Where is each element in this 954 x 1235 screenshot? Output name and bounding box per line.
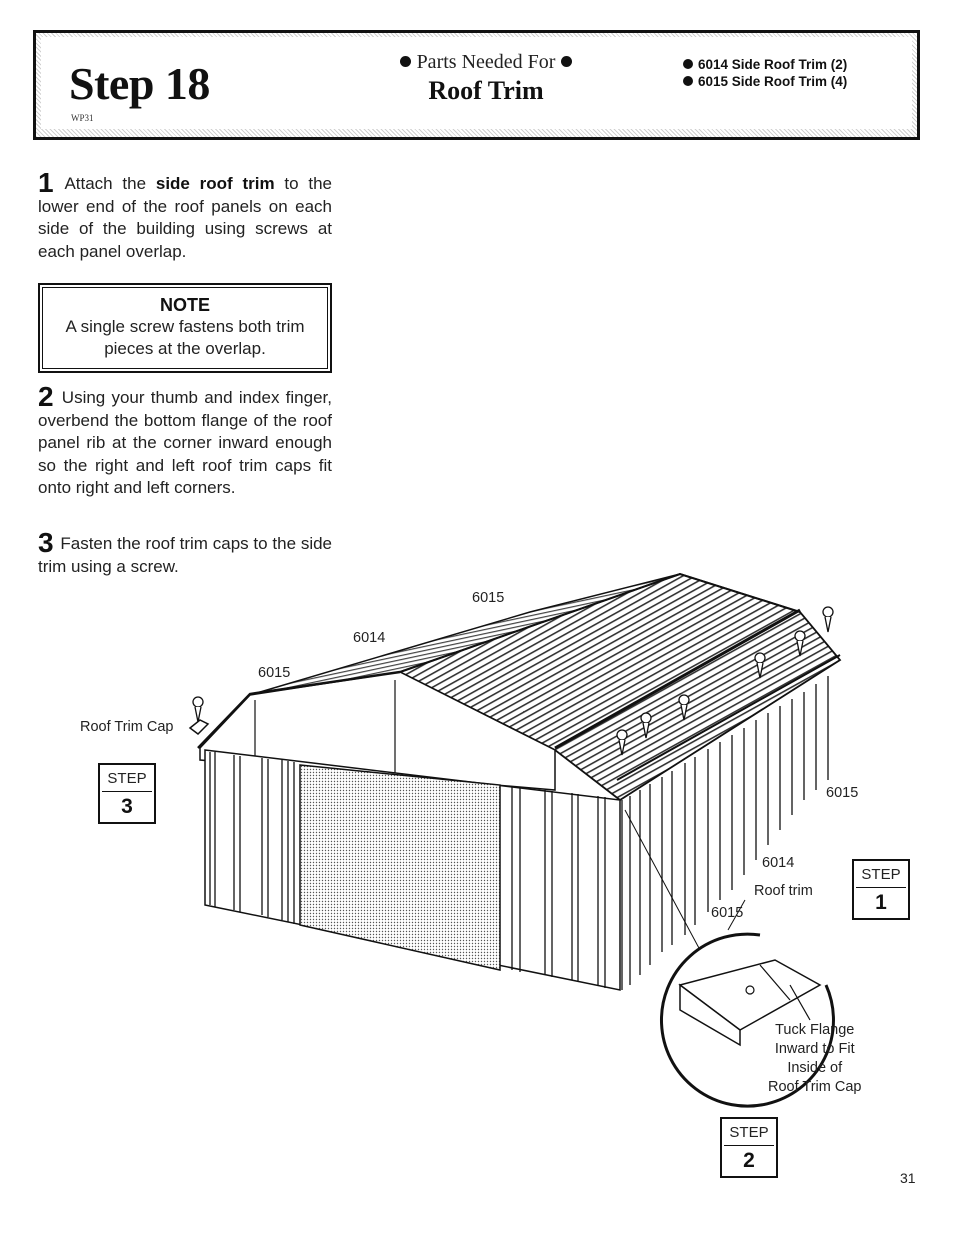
step-badge-1 xyxy=(852,859,910,920)
parts-needed-label: Parts Needed For xyxy=(416,51,556,73)
callout-6015-left: 6015 xyxy=(258,665,291,681)
step-badge-3 xyxy=(98,763,156,824)
callout-tuck-flange: Tuck Flange Inward to Fit Inside of Roof Trim Cap xyxy=(768,1022,862,1095)
step-badge-label: STEP xyxy=(856,863,906,888)
step-title: Step 18 xyxy=(69,58,210,109)
page-number: 31 xyxy=(900,1170,916,1186)
roof-trim-cap xyxy=(190,720,208,734)
instruction-1: 1 Attach the side roof trim to the lower end of the roof panels on each side of the building using screws at each panel overlap. xyxy=(38,167,332,261)
parts-title: Roof Trim xyxy=(428,76,544,105)
step-badge-label: STEP xyxy=(102,767,152,792)
note-title: NOTE xyxy=(159,295,210,315)
callout-6015-top: 6015 xyxy=(472,590,505,606)
step-badge-number: 2 xyxy=(743,1149,755,1172)
instruction-3: 3 Fasten the roof trim caps to the side trim using a screw. xyxy=(38,527,332,576)
instruction-number: 2 xyxy=(38,381,54,412)
step-badge-2 xyxy=(720,1117,778,1178)
doc-code: WP31 xyxy=(71,113,94,123)
callout-6015-right: 6015 xyxy=(826,785,859,801)
instruction-number: 3 xyxy=(38,527,54,558)
garage-door xyxy=(300,765,500,970)
step-badge-number: 1 xyxy=(875,891,887,914)
callout-6015-bottom: 6015 xyxy=(711,905,744,921)
step-badge-number: 3 xyxy=(121,795,133,818)
instruction-emphasis: side roof trim xyxy=(155,174,275,193)
parts-list-item: 6014 Side Roof Trim (2) xyxy=(683,57,847,72)
note-text: A single screw fastens both trim pieces at the overlap. xyxy=(65,317,305,358)
callout-6014-right: 6014 xyxy=(762,855,795,871)
instruction-2: 2 Using your thumb and index finger, overbend the bottom flange of the roof panel rib at the corner inward enough so the right and left roof trim caps fit onto right and left corners. xyxy=(38,381,332,497)
callout-6014-top: 6014 xyxy=(353,630,386,646)
parts-list-item: 6015 Side Roof Trim (4) xyxy=(683,74,847,89)
callout-roof-trim: Roof trim xyxy=(754,883,813,899)
callout-roof-trim-cap: Roof Trim Cap xyxy=(80,719,174,735)
instruction-number: 1 xyxy=(38,167,54,198)
step-badge-label: STEP xyxy=(724,1121,774,1146)
